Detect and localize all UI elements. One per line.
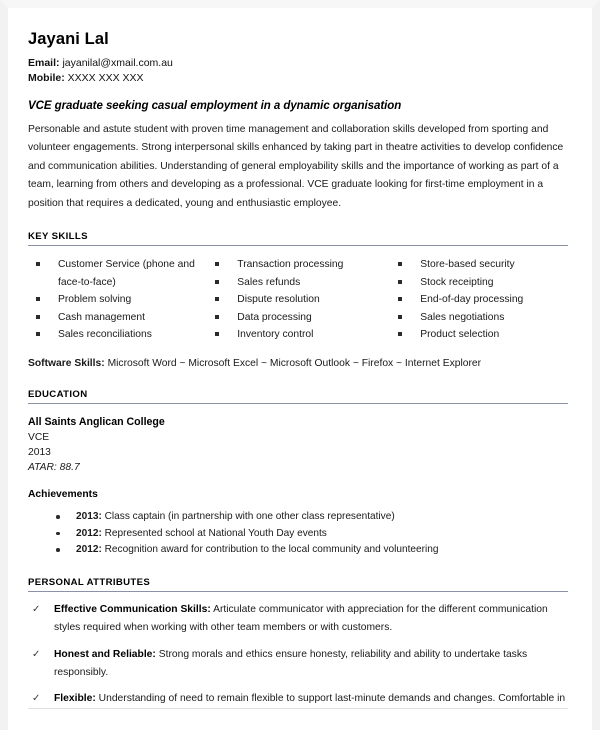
list-item: [36, 291, 213, 309]
skill-label: Data processing: [237, 311, 312, 323]
checkmark-icon: ✓: [32, 603, 41, 615]
round-bullet-icon: [56, 515, 60, 519]
education-atar: ATAR: 88.7: [28, 462, 80, 473]
round-bullet-icon: [56, 548, 60, 552]
skill-label: Inventory control: [237, 329, 314, 341]
skill-label: Sales refunds: [237, 276, 301, 288]
attribute-title: Honest and Reliable:: [54, 648, 156, 660]
summary-paragraph: Personable and astute student with proven time management and collaboration skills developed from sporting and volunteer engagements. Strong interpersonal skills enhanced by taking part in theatre activities to develop confidence and communication abilities. Understanding of general employability skills and the importance of working as part of a team, learning from others and developing as a professional. VCE graduate looking for first-time employment in a position that requires a dedicated, young and enthusiastic employee.: [28, 124, 564, 209]
list-item: [36, 309, 213, 327]
list-item: [36, 326, 213, 344]
list-item: [28, 690, 568, 708]
list-item: [36, 256, 213, 291]
key-skills-columns: [28, 256, 568, 344]
square-bullet-icon: [215, 262, 219, 266]
square-bullet-icon: [215, 297, 219, 301]
square-bullet-icon: [36, 262, 40, 266]
personal-attributes-list: [28, 601, 568, 709]
list-item: [398, 309, 568, 327]
achievements-heading: Achievements: [28, 489, 98, 500]
list-item: [28, 542, 568, 559]
attribute-title: Flexible:: [54, 693, 96, 705]
square-bullet-icon: [398, 315, 402, 319]
square-bullet-icon: [398, 280, 402, 284]
mobile-label: Mobile:: [28, 71, 65, 84]
section-heading-education: EDUCATION: [28, 389, 568, 404]
mobile-value: XXXX XXX XXX: [67, 71, 144, 84]
achievements-list: [28, 509, 568, 559]
objective-heading: VCE graduate seeking casual employment in a dynamic organisation: [28, 100, 402, 112]
key-skills-column-3: [398, 256, 568, 344]
achievement-text: Recognition award for contribution to the local community and volunteering: [104, 544, 439, 556]
skill-label: Transaction processing: [237, 259, 344, 271]
attribute-text: Understanding of need to remain flexible to support last-minute demands and changes. Comfortable in: [98, 693, 566, 705]
email-label: Email:: [28, 57, 60, 69]
software-skills-line: [28, 356, 568, 371]
resume-content: [8, 8, 592, 730]
square-bullet-icon: [215, 315, 219, 319]
square-bullet-icon: [398, 262, 402, 266]
achievement-year: 2012:: [76, 527, 102, 539]
list-item: [215, 326, 398, 344]
section-heading-personal-attributes: PERSONAL ATTRIBUTES: [28, 577, 568, 592]
achievement-text: Represented school at National Youth Day events: [104, 527, 327, 539]
square-bullet-icon: [36, 332, 40, 336]
square-bullet-icon: [215, 332, 219, 336]
email-line: [28, 56, 568, 71]
education-school: All Saints Anglican College: [28, 416, 165, 428]
page-title: Jayani Lal: [28, 30, 109, 48]
square-bullet-icon: [215, 280, 219, 284]
checkmark-icon: ✓: [32, 648, 41, 660]
skill-label: Sales reconciliations: [58, 329, 152, 341]
list-item: [215, 309, 398, 327]
list-item: [28, 526, 568, 543]
list-item: [28, 601, 568, 638]
key-skills-column-1: [28, 256, 213, 344]
attribute-text: Articulate communicator with appreciation for the different communication styles required when working with other team members or with customers.: [54, 603, 548, 634]
section-heading-key-skills: KEY SKILLS: [28, 231, 568, 246]
square-bullet-icon: [36, 297, 40, 301]
page-bottom-divider: [28, 708, 568, 709]
skill-label: End-of-day processing: [420, 294, 524, 306]
key-skills-column-2: [213, 256, 398, 344]
list-item: [398, 256, 568, 274]
skill-label: Stock receipting: [420, 276, 494, 288]
achievement-year: 2013:: [76, 511, 102, 522]
skill-label: Problem solving: [58, 294, 132, 306]
list-item: [215, 291, 398, 309]
square-bullet-icon: [398, 297, 402, 301]
list-item: [28, 646, 568, 683]
achievement-text: Class captain (in partnership with one other class representative): [104, 511, 395, 522]
education-year: 2013: [28, 447, 51, 458]
achievement-year: 2012:: [76, 544, 102, 556]
list-item: [215, 274, 398, 292]
list-item: [398, 291, 568, 309]
skill-label: Product selection: [420, 329, 500, 341]
skill-label: Store-based security: [420, 259, 515, 271]
skill-label: Cash management: [58, 311, 146, 323]
list-item: [398, 274, 568, 292]
mobile-line: [28, 71, 568, 86]
checkmark-icon: ✓: [32, 693, 41, 705]
skill-label: Sales negotiations: [420, 311, 505, 323]
education-qualification: VCE: [28, 432, 50, 443]
square-bullet-icon: [36, 315, 40, 319]
education-entry: [28, 415, 568, 475]
list-item: [28, 509, 568, 526]
email-value: jayanilal@xmail.com.au: [62, 57, 173, 69]
square-bullet-icon: [398, 332, 402, 336]
round-bullet-icon: [56, 532, 60, 536]
attribute-title: Effective Communication Skills:: [54, 603, 211, 615]
attribute-text: Strong morals and ethics ensure honesty, reliability and ability to undertake tasks responsibly.: [54, 648, 528, 678]
skill-label: Dispute resolution: [237, 294, 320, 306]
list-item: [215, 256, 398, 274]
software-skills-label: Software Skills:: [28, 358, 105, 369]
skill-label: Customer Service (phone and face-to-face): [58, 259, 195, 288]
software-skills-value: Microsoft Word ~ Microsoft Excel ~ Microsoft Outlook ~ Firefox ~ Internet Explorer: [107, 358, 482, 369]
list-item: [398, 326, 568, 344]
